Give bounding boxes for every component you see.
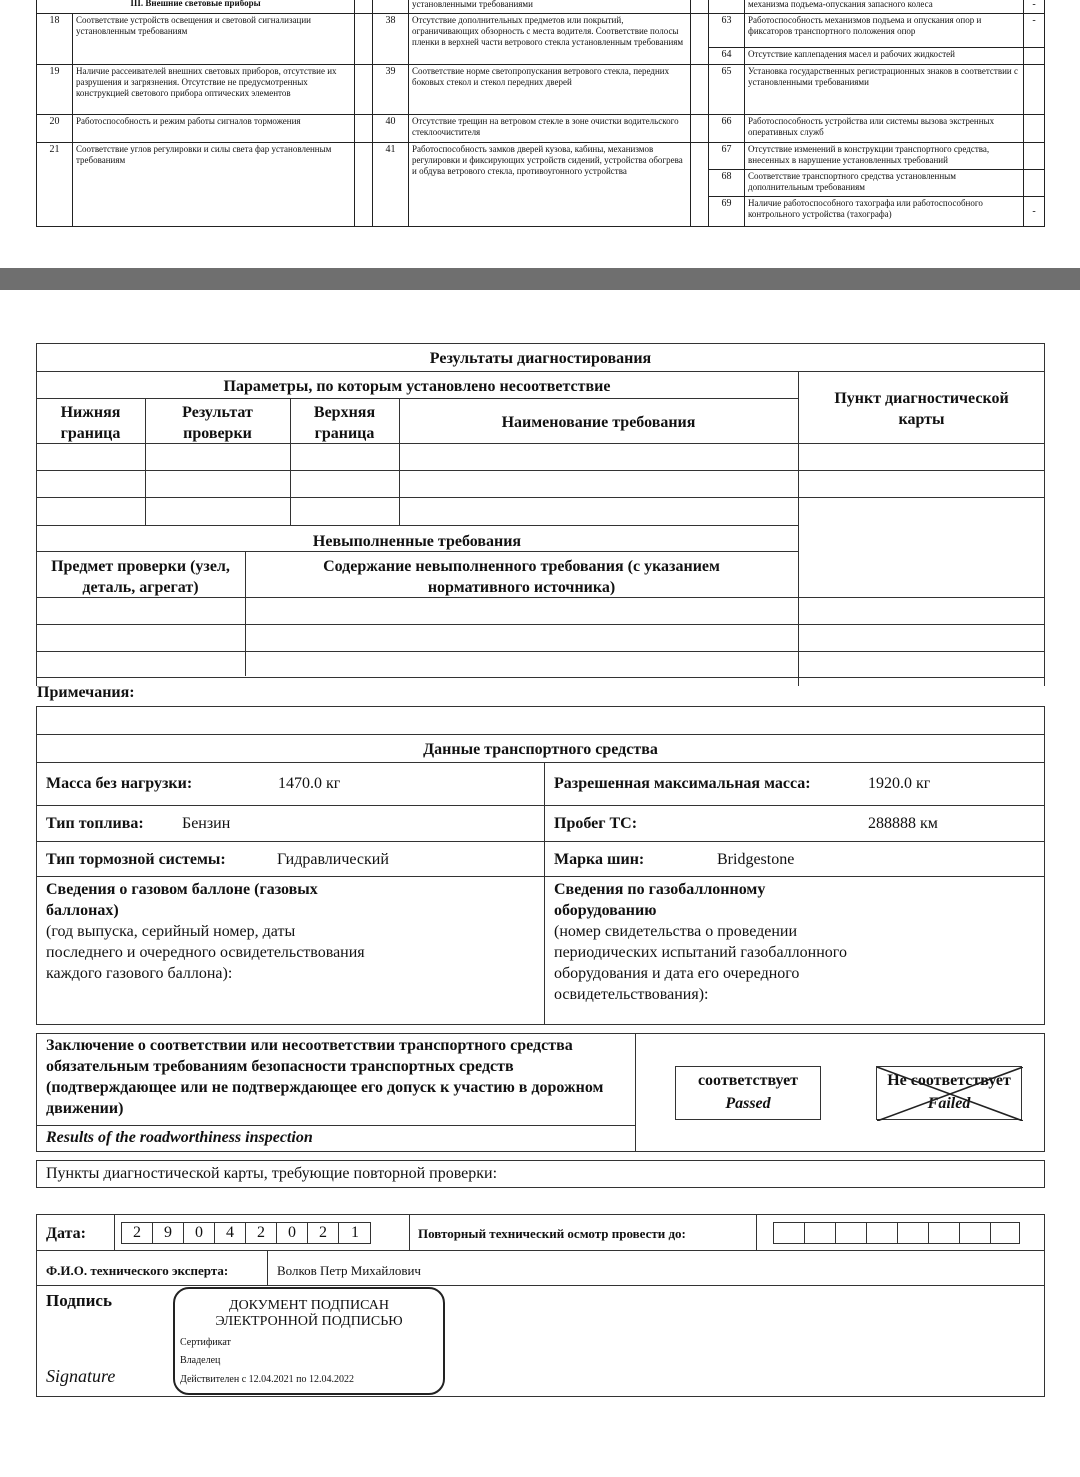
mileage-value: 288888 км [868,815,938,832]
reinspect-label: Повторный технический осмотр провести до: [418,1226,686,1241]
checklist-table-left [36,0,373,227]
checklist-table-middle: установленными требованиями 38 Отсутствие дополнительных предметов или покрытий, ограничивающих обзорность с места водителя. Соответствие полосы пленки в верхней части ветрового стекла установленным требованиям 39 Соответствие норме светопропускания ветрового стекла, передних боковых стекол и стекол передних дверей 40 Отсутствие трещин на ветровом стекле в зоне очистки водительского стеклоочистителя 41 Работоспособность замков дверей кузова, кабины, механизмов регулировки и фиксирующих устройств сидений, устройства обогрева и обдува ветрового стекла, противоугонного устройства [372,0,709,227]
gas-equipment-desc: (номер свидетельства о проведении периодических испытаний газобаллонного оборудования и дата его очередного освидетельствования): [554,923,847,1003]
signature-label: Подпись [46,1291,112,1310]
tires-label: Марка шин: [554,851,645,868]
check-mark-cell[interactable] [1024,142,1045,169]
col-header-content: Содержание невыполненного требования (с указанием нормативного источника) [323,558,720,596]
col-header-upper: Верхняя граница [313,404,376,442]
gas-equipment-info [554,879,854,1005]
table-row: 18 Соответствие устройств освещения и световой сигнализации установленным требованиям [37,13,373,64]
col-header-point: Пункт диагностической карты [834,390,1009,428]
brake-value: Гидравлический [277,851,389,868]
brake-label: Тип тормозной системы: [46,851,226,868]
electronic-signature-stamp: ДОКУМЕНТ ПОДПИСАН ЭЛЕКТРОННОЙ ПОДПИСЬЮ Сертификат Владелец Действителен с 12.04.2021 по 12.04.2022 [173,1287,445,1395]
check-mark-cell[interactable] [1024,114,1045,142]
check-mark-cell[interactable] [691,13,709,64]
table-row [36,651,1045,652]
conclusion-text-en: Results of the roadworthiness inspection [46,1129,313,1146]
check-mark-cell[interactable] [1024,64,1045,114]
col-header-result: Результат проверки [182,404,253,442]
vehicle-title: Данные транспортного средства [423,741,658,758]
col-header-name: Наименование требования [501,414,696,431]
tires-value: Bridgestone [717,851,795,868]
check-mark-cell[interactable] [355,114,373,142]
cross-out-icon [877,1067,1023,1121]
table-row: 65 Установка государственных регистрационных знаков в соответствии с установленными требованиями [709,64,1045,114]
notes-label: Примечания: [37,684,135,701]
check-mark-cell[interactable] [691,142,709,226]
unmet-title: Невыполненные требования [312,533,522,550]
gas-equipment-title: Сведения по газобаллонному оборудованию [554,881,766,919]
table-row [36,497,1045,498]
owner-label: Владелец [180,1355,221,1366]
mileage-label: Пробег ТС: [554,815,638,832]
conclusion-text: Заключение о соответствии или несоответствии транспортного средства обязательным требованиям безопасности транспортных средств (подтверждающее или не подтверждающее его допуск к участию в дорожном движении) [46,1037,604,1117]
expert-label: Ф.И.О. технического эксперта: [46,1263,229,1278]
validity-text: Действителен с 12.04.2021 по 12.04.2022 [180,1374,354,1385]
table-row: 21 Соответствие углов регулировки и силы света фар установленным требованиям [37,142,373,226]
col-header-lower: Нижняя граница [60,404,121,442]
check-mark-cell[interactable] [1024,169,1045,196]
gas-cylinder-title: Сведения о газовом баллоне (газовых баллонах) [46,881,318,919]
table-row: 69 Наличие работоспособного тахографа или работоспособного контрольного устройства (тахографа) - [709,196,1045,226]
fuel-value: Бензин [182,815,231,832]
notes-field[interactable] [36,706,1045,735]
table-row: 20 Работоспособность и режим работы сигналов торможения [37,114,373,142]
check-mark-cell[interactable] [355,64,373,114]
table-row: 39 Соответствие норме светопропускания ветрового стекла, передних боковых стекол и стекол передних дверей [373,64,709,114]
check-mark-cell[interactable]: - [1024,13,1045,47]
check-mark-cell[interactable] [691,114,709,142]
check-mark-cell[interactable]: - [1024,0,1045,13]
table-row: 41 Работоспособность замков дверей кузова, кабины, механизмов регулировки и фиксирующих устройств сидений, устройства обогрева и обдува ветрового стекла, противоугонного устройства [373,142,709,226]
cert-label: Сертификат [180,1337,231,1348]
results-title: Результаты диагностирования [429,350,652,367]
table-row: 64 Отсутствие каплепадения масел и рабочих жидкостей [709,47,1045,64]
date-label: Дата: [46,1225,86,1242]
table-row: 40 Отсутствие трещин на ветровом стекле в зоне очистки водительского стеклоочистителя [373,114,709,142]
mass-max-value: 1920.0 кг [868,775,931,792]
check-mark-cell[interactable] [691,64,709,114]
gas-cylinder-desc: (год выпуска, серийный номер, даты последнего и очередного освидетельствования каждого газового баллона): [46,923,365,982]
section-title: III. Внешние световые приборы [37,0,355,13]
reinspect-date-field[interactable] [773,1222,1020,1244]
check-mark-cell[interactable] [355,13,373,64]
passed-option[interactable]: соответствует Passed [675,1066,821,1120]
table-row: 38 Отсутствие дополнительных предметов или покрытий, ограничивающих обзорность с места водителя. Соответствие полосы пленки в верхней части ветрового стекла установленным требованиям [373,13,709,64]
failed-option[interactable]: Не соответствует Failed [876,1066,1022,1120]
fuel-label: Тип топлива: [46,815,144,832]
date-field[interactable]: 2 9 0 4 2 0 2 1 [121,1222,371,1244]
signature-label-en: Signature [46,1366,116,1386]
table-row [36,624,1045,625]
table-row: 68 Соответствие транспортного средства установленным дополнительным требованиям [709,169,1045,196]
check-mark-cell[interactable] [355,142,373,226]
checklist-table-right: механизма подъема-опускания запасного колеса - 63 Работоспособность механизмов подъема и опускания опор и фиксаторов транспортного положения опор - 64 Отсутствие каплепадения масел и рабочих жидкостей 65 Установка государственных регистрационных знаков в соответствии с установленными требованиями 66 Работоспособность устройства или системы вызова экстренных оперативных служб 67 Отсутствие изменений в конструкции транспортного средства, внесенных в нарушение установленных требований 68 Соответствие транспортного средства установленным дополнительным требованиям 69 Наличие работоспособного тахографа или работоспособного контрольного устройства (тахографа) - [708,0,1045,227]
check-mark-cell[interactable]: - [1024,196,1045,226]
table-row: 63 Работоспособность механизмов подъема и опускания опор и фиксаторов транспортного положения опор - [709,13,1045,47]
recheck-label: Пункты диагностической карты, требующие повторной проверки: [46,1165,498,1182]
mass-empty-label: Масса без нагрузки: [46,775,193,792]
mass-max-label: Разрешенная максимальная масса: [554,775,811,792]
table-row: 67 Отсутствие изменений в конструкции транспортного средства, внесенных в нарушение установленных требований [709,142,1045,169]
expert-name: Волков Петр Михайлович [277,1263,421,1278]
col-header-subject: Предмет проверки (узел, деталь, агрегат) [51,558,230,596]
table-row: 19 Наличие рассеивателей внешних световых приборов, отсутствие их разрушения и загрязнения. Отсутствие не предусмотренных конструкцией светового прибора оптических элементов [37,64,373,114]
table-row: 66 Работоспособность устройства или системы вызова экстренных оперативных служб [709,114,1045,142]
checklist-page [0,0,1080,268]
params-title: Параметры, по которым установлено несоответствие [223,378,611,395]
check-mark-cell[interactable] [1024,47,1045,64]
page-divider [0,268,1080,290]
gas-cylinder-info [46,879,376,984]
table-row [36,470,1045,471]
mass-empty-value: 1470.0 кг [278,775,341,792]
